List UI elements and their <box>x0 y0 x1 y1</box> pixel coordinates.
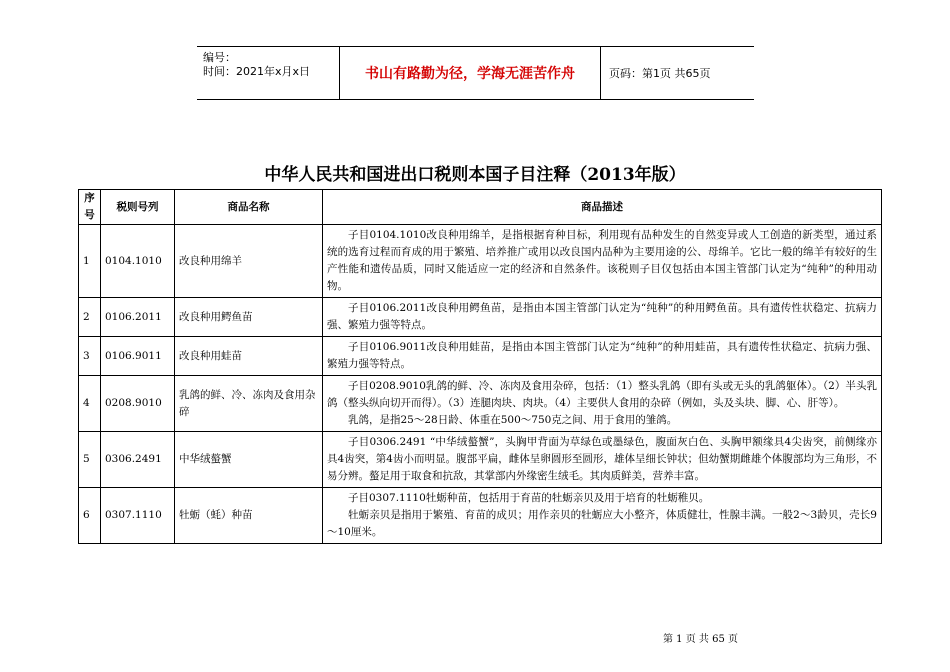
row-code: 0104.1010 <box>101 225 175 298</box>
row-code: 0106.2011 <box>101 298 175 337</box>
desc-paragraph: 子目0307.1110牡蛎种苗，包括用于育苗的牡蛎亲贝及用于培育的牡蛎稚贝。 <box>348 492 710 504</box>
row-desc <box>323 225 882 298</box>
header-no: 序号 <box>79 190 101 225</box>
row-name: 牡蛎（蚝）种苗 <box>175 488 323 544</box>
row-code: 0208.9010 <box>101 376 175 432</box>
document-title: 中华人民共和国进出口税则本国子目注释（2013年版） <box>264 165 686 185</box>
desc-paragraph: 子目0208.9010乳鸽的鲜、冷、冻肉及食用杂碎，包括：（1）整头乳鸽（即有头或无头的乳鸽躯体）。（2）半头乳鸽（整头纵向切开而得）。（3）连腿肉块、肉块。（4）主要供人食用的杂碎（例如，头及头块、脚、心、肝等）。 <box>327 380 877 409</box>
table-row <box>79 225 882 298</box>
table-row <box>79 337 882 376</box>
row-no: 2 <box>79 298 101 337</box>
row-desc <box>323 432 882 488</box>
row-no: 4 <box>79 376 101 432</box>
motto: 书山有路勤为径，学海无涯苦作舟 <box>340 47 601 99</box>
row-name: 改良种用绵羊 <box>175 225 323 298</box>
header-desc: 商品描述 <box>323 190 882 225</box>
row-desc <box>323 298 882 337</box>
row-no: 6 <box>79 488 101 544</box>
table-row <box>79 488 882 544</box>
row-no: 5 <box>79 432 101 488</box>
row-name: 改良种用鳄鱼苗 <box>175 298 323 337</box>
row-code: 0306.2491 <box>101 432 175 488</box>
page-header <box>197 46 754 100</box>
notes-table <box>78 189 882 544</box>
row-no: 1 <box>79 225 101 298</box>
row-desc <box>323 337 882 376</box>
row-desc <box>323 488 882 544</box>
desc-paragraph: 乳鸽，是指25～28日龄、体重在500～750克之间、用于食用的雏鸽。 <box>348 414 678 426</box>
row-no: 3 <box>79 337 101 376</box>
table-row <box>79 376 882 432</box>
header-meta <box>197 47 340 99</box>
page-count: 页码：第1页 共65页 <box>609 67 711 80</box>
number-label: 编号： <box>203 51 236 64</box>
page-footer: 第 1 页 共 65 页 <box>663 634 738 645</box>
row-name: 中华绒螯蟹 <box>175 432 323 488</box>
table-row <box>79 298 882 337</box>
row-code: 0307.1110 <box>101 488 175 544</box>
table-row <box>79 432 882 488</box>
desc-paragraph: 子目0104.1010改良种用绵羊，是指根据育种目标，利用现有品种发生的自然变异或人工创造的新类型，通过系统的选育过程而育成的用于繁殖、培养推广或用以改良国内品种为主要用途的公、母绵羊。它比一般的绵羊有较好的生产性能和遗传品质，同时又能适应一定的经济和自然条件。该税则子目仅包括由本国主管部门认定为“纯种”的种用动物。 <box>327 229 877 292</box>
desc-paragraph: 子目0106.2011改良种用鳄鱼苗，是指由本国主管部门认定为“纯种”的种用鳄鱼苗。具有遗传性状稳定、抗病力强、繁殖力强等特点。 <box>327 302 877 331</box>
row-code: 0106.9011 <box>101 337 175 376</box>
row-desc <box>323 376 882 432</box>
desc-paragraph: 子目0106.9011改良种用蛙苗，是指由本国主管部门认定为“纯种”的种用蛙苗，具有遗传性状稳定、抗病力强、繁殖力强等特点。 <box>327 341 877 370</box>
desc-paragraph: 子目0306.2491 “中华绒螯蟹”，头胸甲背面为草绿色或墨绿色，腹面灰白色、头胸甲额缘具4尖齿突，前侧缘亦具4齿突，第4齿小而明显。腹部平扁，雌体呈卵圆形至圆形，雄体呈细长钟状；但幼蟹期雌雄个体腹部均为三角形，不易分辨。螯足用于取食和抗敌，其掌部内外缘密生绒毛。其肉质鲜美，营养丰富。 <box>327 436 877 482</box>
table-header-row <box>79 190 882 225</box>
date-label: 时间：2021年x月x日 <box>203 65 311 78</box>
desc-paragraph: 牡蛎亲贝是指用于繁殖、育苗的成贝；用作亲贝的牡蛎应大小整齐，体质健壮，性腺丰满。一般2～3龄贝，壳长9～10厘米。 <box>327 509 877 538</box>
row-name: 改良种用蛙苗 <box>175 337 323 376</box>
header-name: 商品名称 <box>175 190 323 225</box>
header-code: 税则号列 <box>101 190 175 225</box>
row-name: 乳鸽的鲜、冷、冻肉及食用杂碎 <box>175 376 323 432</box>
